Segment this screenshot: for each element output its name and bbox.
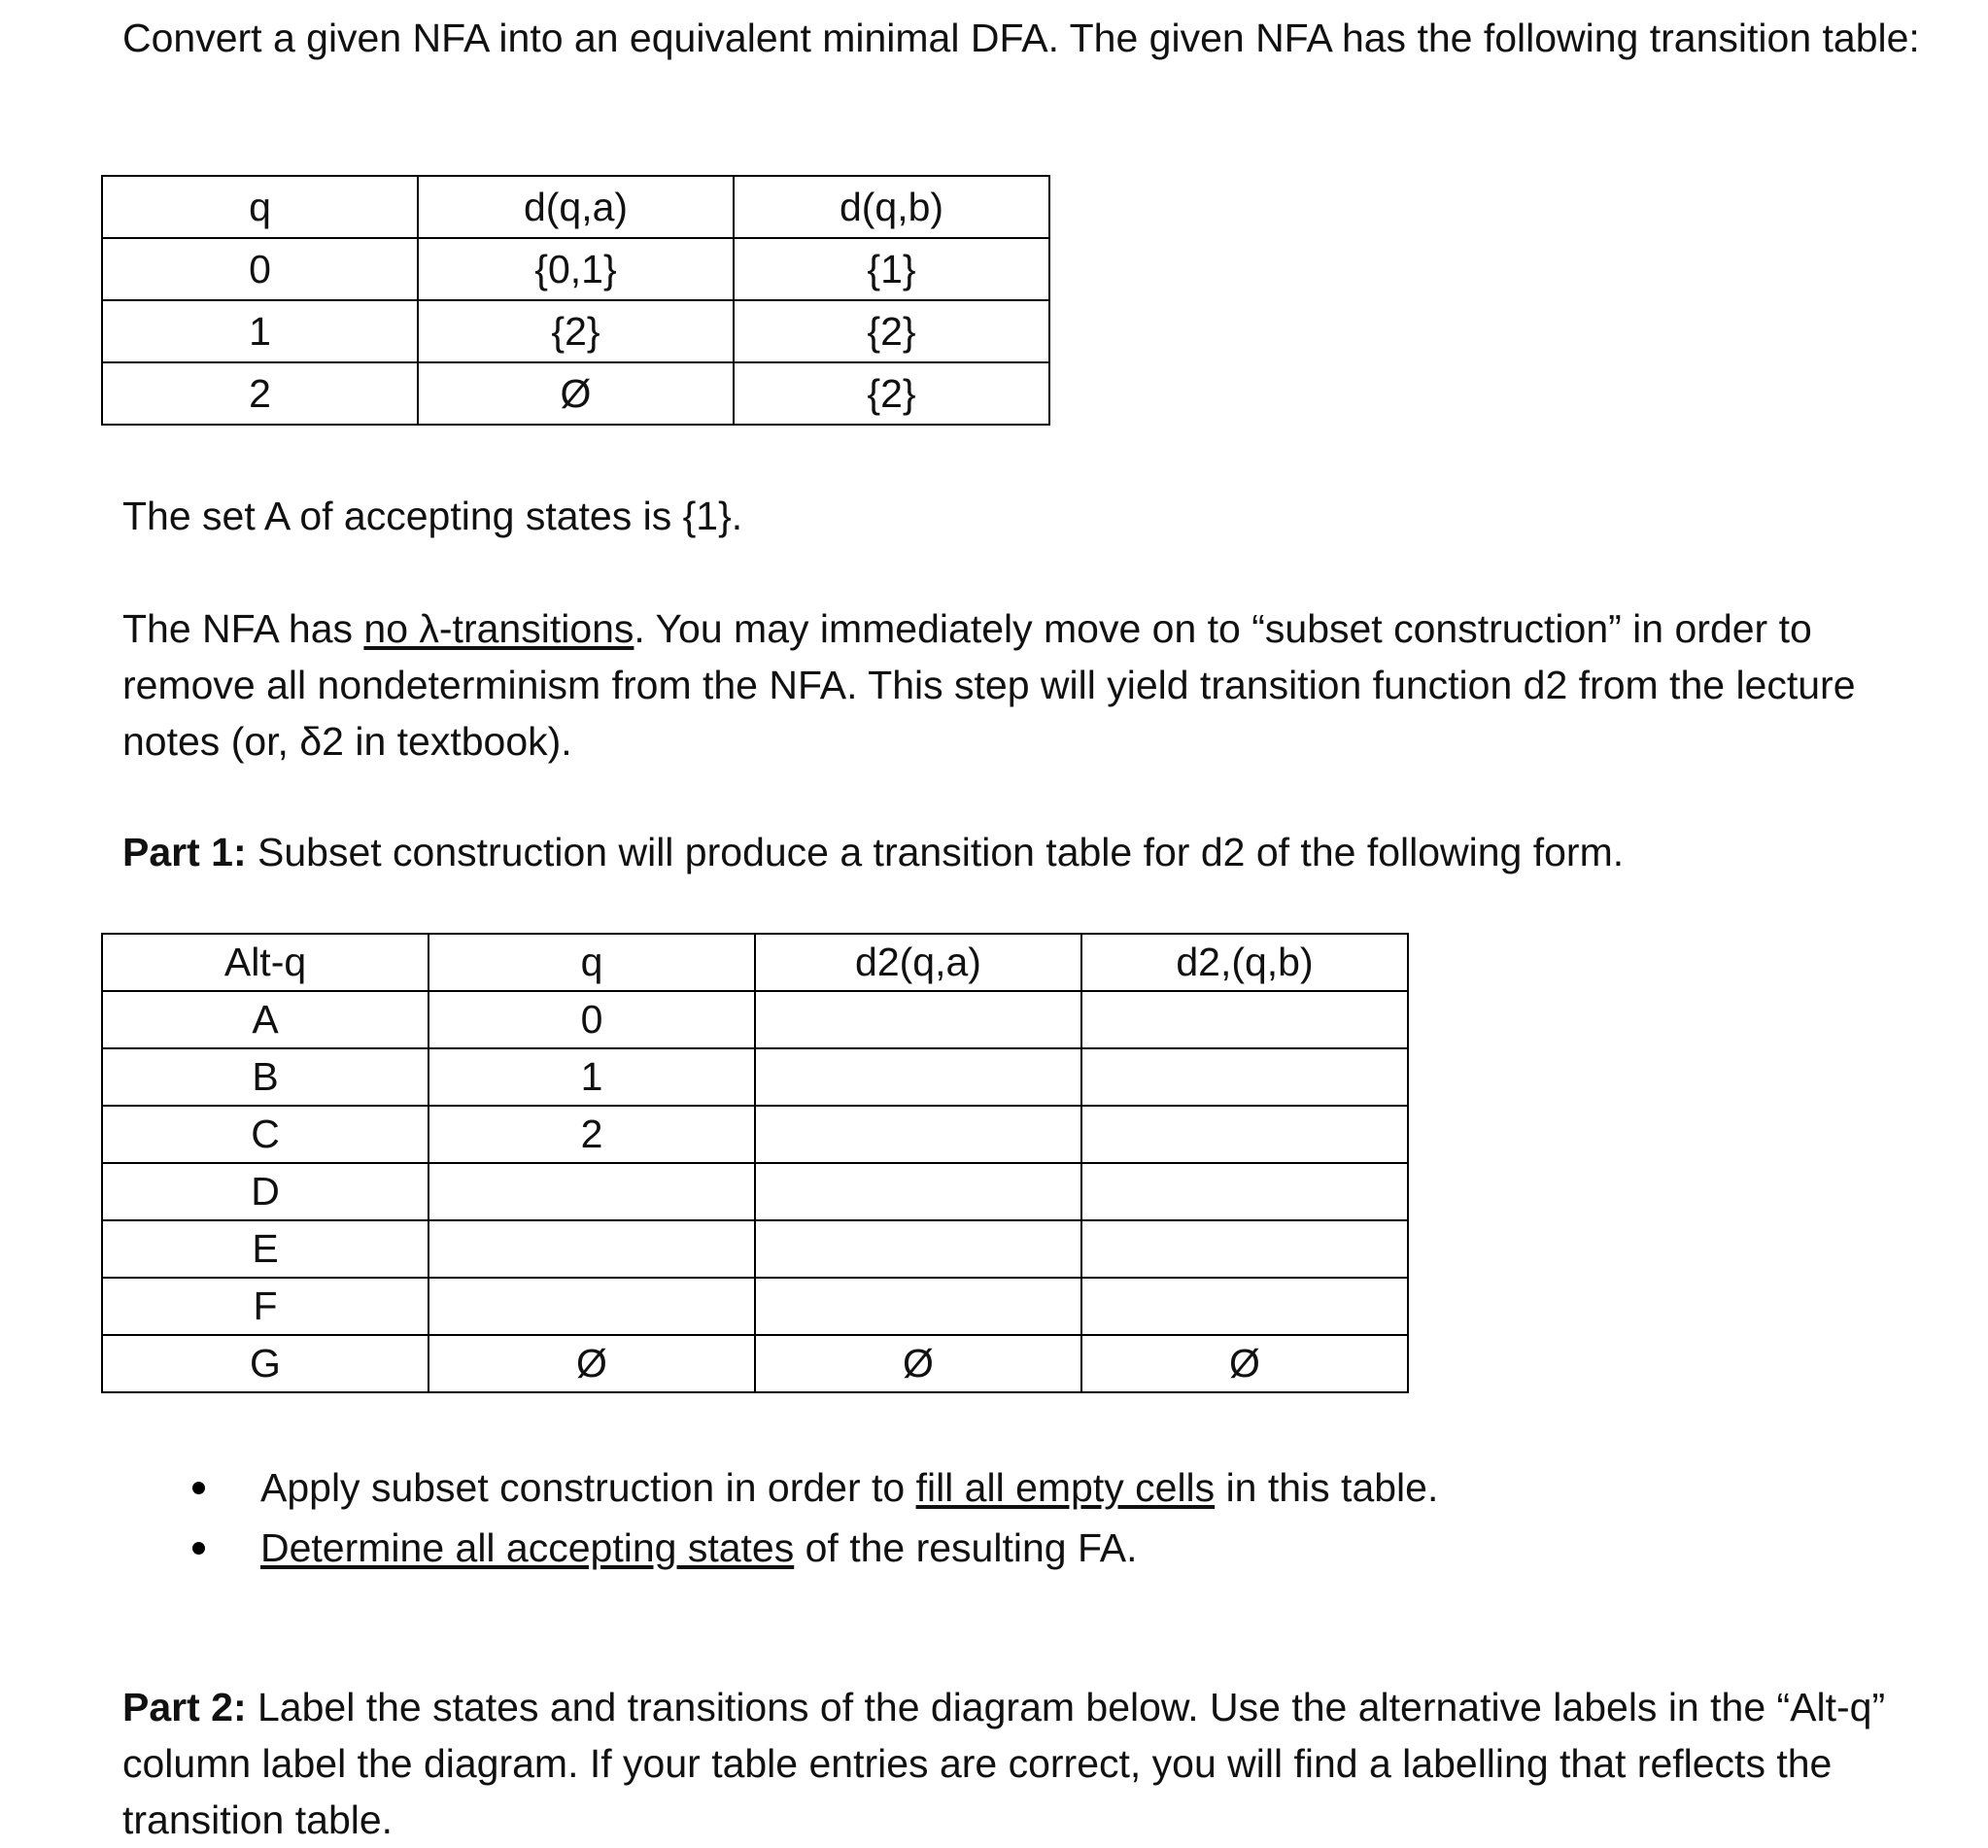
table-row bbox=[102, 300, 1049, 362]
table-row bbox=[102, 1278, 1408, 1335]
lambda-post: . You may immediately move on to “subset construction” in order to remove all nondeterminism from the NFA. This step will yield transition function d2 from the lecture notes (or, δ2 in textbook). bbox=[122, 606, 1856, 764]
table-row bbox=[102, 1335, 1408, 1392]
bullet-underlined: Determine all accepting states bbox=[260, 1525, 795, 1570]
accepting-states-text: The set A of accepting states is {1}. bbox=[122, 494, 743, 538]
dfa-transition-table bbox=[101, 933, 1409, 1393]
lambda-underlined: no λ-transitions bbox=[363, 606, 634, 651]
table-cell: Ø bbox=[428, 1335, 755, 1392]
part2-paragraph bbox=[122, 1679, 1930, 1848]
table-cell: A bbox=[102, 991, 428, 1048]
table-cell: 1 bbox=[102, 300, 418, 362]
table-row bbox=[102, 1048, 1408, 1106]
table-cell bbox=[428, 1163, 755, 1220]
table-cell bbox=[755, 1278, 1081, 1335]
table-cell: 0 bbox=[428, 991, 755, 1048]
table-cell: 1 bbox=[428, 1048, 755, 1106]
table-cell: Ø bbox=[1081, 1335, 1408, 1392]
table-header-cell: d2,(q,b) bbox=[1081, 934, 1408, 991]
part1-text: Subset construction will produce a transition table for d2 of the following form. bbox=[246, 830, 1625, 874]
table-row bbox=[102, 1106, 1408, 1163]
list-item bbox=[185, 1518, 1438, 1578]
table-header-row bbox=[102, 176, 1049, 238]
table-cell bbox=[1081, 1106, 1408, 1163]
table-header-cell: Alt-q bbox=[102, 934, 428, 991]
table-cell: B bbox=[102, 1048, 428, 1106]
table-cell bbox=[1081, 1048, 1408, 1106]
table-header-cell: q bbox=[428, 934, 755, 991]
table-cell: C bbox=[102, 1106, 428, 1163]
table-cell: Ø bbox=[418, 362, 734, 425]
intro-paragraph: Convert a given NFA into an equivalent minimal DFA. The given NFA has the following transition table: bbox=[122, 16, 1920, 60]
table-cell: {2} bbox=[734, 300, 1049, 362]
table-cell: Ø bbox=[755, 1335, 1081, 1392]
nfa-transition-table bbox=[101, 175, 1050, 426]
part1-paragraph bbox=[122, 824, 1930, 880]
instruction-list bbox=[185, 1457, 1438, 1578]
table-cell bbox=[1081, 991, 1408, 1048]
table-cell bbox=[1081, 1220, 1408, 1278]
table-cell bbox=[428, 1220, 755, 1278]
table-cell bbox=[1081, 1163, 1408, 1220]
table-cell: 2 bbox=[102, 362, 418, 425]
table-row bbox=[102, 1220, 1408, 1278]
part2-label: Part 2: bbox=[122, 1685, 247, 1729]
table-cell bbox=[1081, 1278, 1408, 1335]
lambda-paragraph bbox=[122, 600, 1930, 770]
list-item bbox=[185, 1457, 1438, 1518]
table-cell: {0,1} bbox=[418, 238, 734, 300]
bullet-text: of the resulting FA. bbox=[794, 1525, 1138, 1570]
table-header-cell: d2(q,a) bbox=[755, 934, 1081, 991]
table-cell bbox=[755, 1106, 1081, 1163]
lambda-pre: The NFA has bbox=[122, 606, 364, 651]
part2-text: Label the states and transitions of the diagram below. Use the alternative labels in the “Alt-q” column label the diagram. If your table entries are correct, you will find a labelling that reflects the transition table. bbox=[122, 1685, 1886, 1842]
table-row bbox=[102, 362, 1049, 425]
table-cell bbox=[755, 991, 1081, 1048]
table-row bbox=[102, 1163, 1408, 1220]
table-header-cell: d(q,a) bbox=[418, 176, 734, 238]
table-cell: {2} bbox=[418, 300, 734, 362]
table-cell: 2 bbox=[428, 1106, 755, 1163]
table-cell: 0 bbox=[102, 238, 418, 300]
table-cell: E bbox=[102, 1220, 428, 1278]
table-header-cell: q bbox=[102, 176, 418, 238]
table-cell: {2} bbox=[734, 362, 1049, 425]
table-cell bbox=[755, 1220, 1081, 1278]
table-cell bbox=[755, 1048, 1081, 1106]
table-header-cell: d(q,b) bbox=[734, 176, 1049, 238]
table-cell: F bbox=[102, 1278, 428, 1335]
part1-label: Part 1: bbox=[122, 830, 247, 874]
bullet-underlined: fill all empty cells bbox=[915, 1465, 1216, 1510]
table-cell: D bbox=[102, 1163, 428, 1220]
bullet-text: Apply subset construction in order to bbox=[260, 1465, 916, 1510]
table-cell: {1} bbox=[734, 238, 1049, 300]
table-header-row bbox=[102, 934, 1408, 991]
table-cell bbox=[755, 1163, 1081, 1220]
table-row bbox=[102, 238, 1049, 300]
table-cell: G bbox=[102, 1335, 428, 1392]
table-cell bbox=[428, 1278, 755, 1335]
table-row bbox=[102, 991, 1408, 1048]
bullet-text: in this table. bbox=[1215, 1465, 1439, 1510]
